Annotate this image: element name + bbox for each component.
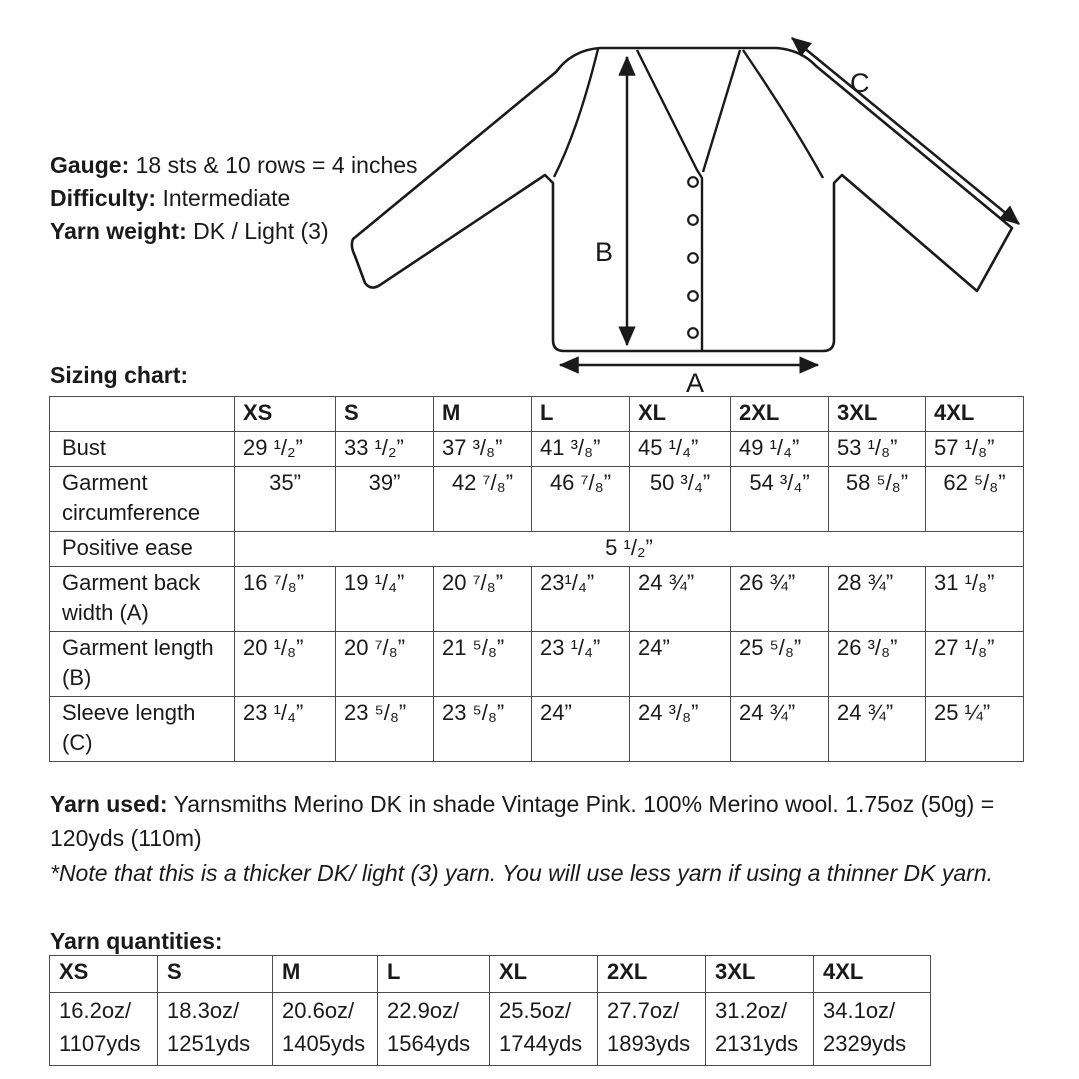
yarn-used-text: Yarnsmiths Merino DK in shade Vintage Pink. 100% Merino wool. 1.75oz (50g) =	[173, 791, 995, 817]
row-label: Garment circumference	[50, 467, 235, 532]
yarn-note: *Note that this is a thicker DK/ light (3) yarn. You will use less yarn if using a thinner DK yarn.	[50, 860, 993, 886]
gauge-line	[50, 149, 418, 182]
size-header-3xl: 3XL	[829, 397, 926, 432]
quantity-cell	[273, 993, 378, 1066]
size-cell: 31 ¹/₈”	[926, 567, 1024, 632]
row-label: Garment length (B)	[50, 632, 235, 697]
quantity-cell	[378, 993, 490, 1066]
button-icon	[688, 177, 698, 187]
size-cell: 41 ³/₈”	[532, 432, 630, 467]
button-icon	[688, 215, 698, 225]
quantities-data-row	[50, 993, 931, 1066]
size-header-3xl: 3XL	[706, 956, 814, 993]
yarn-weight-value: DK / Light (3)	[193, 218, 329, 244]
yarn-used-line2: 120yds (110m)	[50, 825, 202, 851]
size-cell: 19 ¹/₄”	[336, 567, 434, 632]
size-cell: 46 ⁷/₈”	[532, 467, 630, 532]
table-row-sleeve	[50, 697, 1024, 762]
row-label: Garment back width (A)	[50, 567, 235, 632]
quantity-cell	[814, 993, 931, 1066]
cardigan-schematic	[345, 18, 1045, 398]
size-header-s: S	[158, 956, 273, 993]
measure-label-b: B	[594, 237, 613, 267]
size-cell: 54 ³/₄”	[731, 467, 829, 532]
yarn-quantities-table	[49, 955, 931, 1066]
yds-value: 1405yds	[282, 1031, 366, 1056]
difficulty-label: Difficulty:	[50, 185, 157, 211]
size-header-4xl: 4XL	[926, 397, 1024, 432]
size-header-m: M	[434, 397, 532, 432]
yds-value: 1744yds	[499, 1031, 583, 1056]
size-cell: 21 ⁵/₈”	[434, 632, 532, 697]
oz-value: 16.2oz/	[59, 998, 132, 1023]
size-cell: 24”	[532, 697, 630, 762]
size-cell: 45 ¹/₄”	[630, 432, 731, 467]
quantity-cell	[50, 993, 158, 1066]
size-header-xl: XL	[630, 397, 731, 432]
size-cell: 26 ¾”	[731, 567, 829, 632]
oz-value: 22.9oz/	[387, 998, 460, 1023]
garment-outline	[352, 48, 1012, 351]
size-cell: 53 ¹/₈”	[829, 432, 926, 467]
yarn-quantities-title: Yarn quantities:	[50, 928, 223, 954]
size-cell: 20 ⁷/₈”	[336, 632, 434, 697]
pattern-info	[50, 149, 418, 248]
size-cell: 24 ¾”	[630, 567, 731, 632]
size-header-xl: XL	[490, 956, 598, 993]
size-cell: 26 ³/₈”	[829, 632, 926, 697]
measure-label-a: A	[685, 368, 705, 398]
size-cell: 50 ³/₄”	[630, 467, 731, 532]
button-icon	[688, 291, 698, 301]
size-cell: 24 ³/₈”	[630, 697, 731, 762]
size-cell: 37 ³/₈”	[434, 432, 532, 467]
size-cell: 62 ⁵/₈”	[926, 467, 1024, 532]
oz-value: 31.2oz/	[715, 998, 788, 1023]
size-cell: 23 ¹/₄”	[235, 697, 336, 762]
size-cell: 39”	[336, 467, 434, 532]
size-cell: 29 ¹/₂”	[235, 432, 336, 467]
size-cell: 27 ¹/₈”	[926, 632, 1024, 697]
gauge-label: Gauge:	[50, 152, 130, 178]
row-label: Sleeve length (C)	[50, 697, 235, 762]
table-row-back-width	[50, 567, 1024, 632]
yds-value: 1893yds	[607, 1031, 691, 1056]
sizing-header-row	[50, 397, 1024, 432]
size-cell: 33 ¹/₂”	[336, 432, 434, 467]
quantity-cell	[598, 993, 706, 1066]
merged-ease-cell: 5 ¹/₂”	[235, 532, 1024, 567]
size-cell: 23 ⁵/₈”	[336, 697, 434, 762]
yds-value: 2329yds	[823, 1031, 907, 1056]
size-cell: 23 ⁵/₈”	[434, 697, 532, 762]
size-header-4xl: 4XL	[814, 956, 931, 993]
yds-value: 1107yds	[59, 1031, 141, 1056]
size-header-l: L	[378, 956, 490, 993]
oz-value: 25.5oz/	[499, 998, 572, 1023]
yarn-weight-label: Yarn weight:	[50, 218, 187, 244]
size-cell: 28 ¾”	[829, 567, 926, 632]
size-cell: 20 ¹/₈”	[235, 632, 336, 697]
size-cell: 24 ¾”	[731, 697, 829, 762]
size-cell: 24”	[630, 632, 731, 697]
size-header-l: L	[532, 397, 630, 432]
row-label: Positive ease	[50, 532, 235, 567]
table-row-bust	[50, 432, 1024, 467]
yds-value: 2131yds	[715, 1031, 799, 1056]
size-cell: 57 ¹/₈”	[926, 432, 1024, 467]
row-label: Bust	[50, 432, 235, 467]
yarn-used-paragraph	[50, 787, 1035, 890]
quantity-cell	[706, 993, 814, 1066]
size-cell: 25 ⁵/₈”	[731, 632, 829, 697]
size-cell: 25 ¼”	[926, 697, 1024, 762]
size-header-2xl: 2XL	[598, 956, 706, 993]
quantity-cell	[158, 993, 273, 1066]
size-header-xs: XS	[50, 956, 158, 993]
table-row-ease	[50, 532, 1024, 567]
button-icon	[688, 328, 698, 338]
quantity-cell	[490, 993, 598, 1066]
oz-value: 18.3oz/	[167, 998, 240, 1023]
size-header-2xl: 2XL	[731, 397, 829, 432]
size-cell: 20 ⁷/₈”	[434, 567, 532, 632]
empty-header-cell	[50, 397, 235, 432]
sizing-chart-title: Sizing chart:	[50, 362, 189, 388]
table-row-length	[50, 632, 1024, 697]
size-cell: 42 ⁷/₈”	[434, 467, 532, 532]
size-cell: 58 ⁵/₈”	[829, 467, 926, 532]
sizing-table	[49, 396, 1024, 762]
yarn-used-label: Yarn used:	[50, 791, 168, 817]
button-icon	[688, 253, 698, 263]
yarn-used-line1	[50, 787, 1035, 821]
yds-value: 1251yds	[167, 1031, 251, 1056]
size-cell: 49 ¹/₄”	[731, 432, 829, 467]
oz-value: 20.6oz/	[282, 998, 355, 1023]
size-header-m: M	[273, 956, 378, 993]
difficulty-value: Intermediate	[162, 185, 291, 211]
yds-value: 1564yds	[387, 1031, 471, 1056]
gauge-value: 18 sts & 10 rows = 4 inches	[135, 152, 418, 178]
size-cell: 24 ¾”	[829, 697, 926, 762]
size-cell: 16 ⁷/₈”	[235, 567, 336, 632]
measure-label-c: C	[850, 68, 870, 98]
quantities-header-row	[50, 956, 931, 993]
oz-value: 27.7oz/	[607, 998, 680, 1023]
size-header-xs: XS	[235, 397, 336, 432]
oz-value: 34.1oz/	[823, 998, 896, 1023]
size-cell: 23¹/₄”	[532, 567, 630, 632]
difficulty-line	[50, 182, 418, 215]
size-header-s: S	[336, 397, 434, 432]
size-cell: 35”	[235, 467, 336, 532]
table-row-circumference	[50, 467, 1024, 532]
size-cell: 23 ¹/₄”	[532, 632, 630, 697]
yarn-weight-line	[50, 215, 418, 248]
